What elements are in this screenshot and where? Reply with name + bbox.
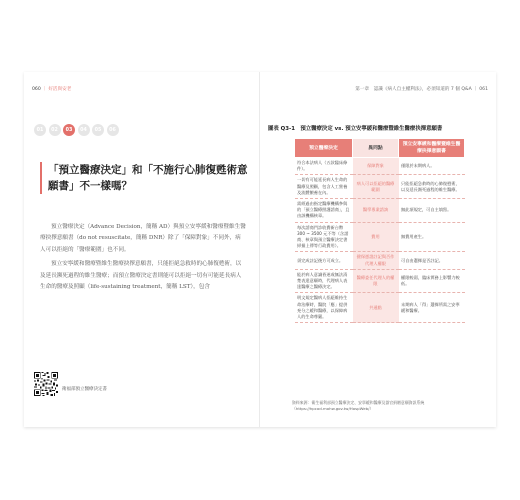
row-6-point: 醫療委任代理人的權限 [353,269,399,293]
question-tab-01: 01 [34,124,46,136]
row-7-dnr: 末期病人「得」選擇所需之安寧緩和醫療。 [399,293,465,323]
row-1-ad: 符合本法病人（五款臨床條件）。 [295,158,353,175]
right-running-head: 第一章 認識《病人自主權利法》，必須知道的 7 個 Q&A ｜ 061 [355,87,488,92]
paragraph-1: 預立醫療決定（Advance Decision，簡稱 AD）與預立安寧緩和醫療暨維生醫療抉擇意願書（do not resuscitate，簡稱 DNR）除了「保障對象」不同外，病人可以拒絕的「醫療範圍」也不同。 [40,224,246,253]
question-tab-03-active: 03 [63,124,75,136]
table-header-row [295,139,465,158]
header-advance-decision: 預立醫療決定 [295,139,353,158]
question-tab-02: 02 [49,124,61,136]
row-2-point: 病人可以拒絕的醫療範圍 [353,175,399,199]
table-row [295,199,465,223]
row-3-dnr: 無此項規定，可自主填寫。 [399,199,465,223]
question-tabs [34,124,119,136]
row-7-ad: 明文規定醫病人拒絕維持生命治療時，醫院「應」提供充分之緩和醫療，以保障病人的生命尊嚴。 [295,293,353,323]
left-running-head: 060 ｜ 好活與安老 [32,87,72,92]
table-row [295,269,465,293]
header-comparison-point: 異同點 [353,139,399,158]
row-5-ad: 須完成註記後方可成立。 [295,252,353,269]
qr-caption: 衛福部預立醫療決定書 [62,387,107,392]
table-row [295,293,465,323]
row-2-ad: 一切有可能延長病人生命的醫療及照顧，包含人工營養及流體餵養在內。 [295,175,353,199]
row-3-point: 醫學專業諮詢 [353,199,399,223]
comparison-table [294,138,465,323]
left-page [24,72,260,427]
row-5-point: 健保憑證註記與否作代理人權限 [353,252,399,269]
question-tab-04: 04 [78,124,90,136]
row-2-dnr: 只能拒絕急救時的心肺復甦術，以及延長瀕死過程的維生醫療。 [399,175,465,199]
left-page-number: 060 [32,87,41,92]
table-caption: 圖表 Q3-1 預立醫療決定 vs. 預立安寧緩和醫療暨維生醫療抉擇意願書 [268,126,443,132]
header-dnr-form: 預立安寧緩和醫療暨維生醫療抉擇意願書 [399,139,465,158]
question-tab-06: 06 [107,124,119,136]
question-tab-05: 05 [92,124,104,136]
right-page [260,72,496,427]
row-7-point: 共通點 [353,293,399,323]
table-row [295,175,465,199]
body-text [40,222,246,296]
row-6-ad: 能於病人意識昏迷或無法清楚表達意願時，代理病人表達醫療之醫療決定。 [295,269,353,293]
row-4-point: 費用 [353,222,399,252]
question-title: 「預立醫療決定」和「不施行心肺復甦術意願書」不一樣嗎？ [40,162,252,194]
table-source-note: 資料來源：衛生福利部預立醫療決定、安寧緩和醫療及器官捐贈意願資訊系統（https://hpcod.mohw.gov.tw/HospWeb/） [292,400,425,411]
row-3-ad: 需經過由指定醫療機構參與的「預立醫療照護諮商」，且由該機構核章。 [295,199,353,223]
row-4-dnr: 無費用產生。 [399,222,465,252]
row-6-dnr: 權限較弱，臨床實務上影響力較低。 [399,269,465,293]
row-4-ad: 每次諮商門診收費新台幣 300 ~ 3500 元不等（含諮商、核章與預立醫療決定書掃描上傳等行政費用）。 [295,222,353,252]
table-row [295,158,465,175]
row-1-dnr: 僅限於末期病人。 [399,158,465,175]
row-5-dnr: 可自由選擇是否註記。 [399,252,465,269]
section-name: 好活與安老 [48,87,72,92]
qr-code [34,372,58,396]
paragraph-2: 預立安寧緩和醫療暨維生醫療抉擇意願書，只能拒絕急救時的心肺復甦術，以及延長瀕死過程的維生醫療；而預立醫療決定書則能可以拒絕一切有可能延長病人生命的醫療及照顧（life-sustaining treatment，簡稱 LST），包含 [40,261,242,291]
table-row [295,222,465,252]
row-1-point: 保障對象 [353,158,399,175]
table-row [295,252,465,269]
book-spread [24,72,496,427]
